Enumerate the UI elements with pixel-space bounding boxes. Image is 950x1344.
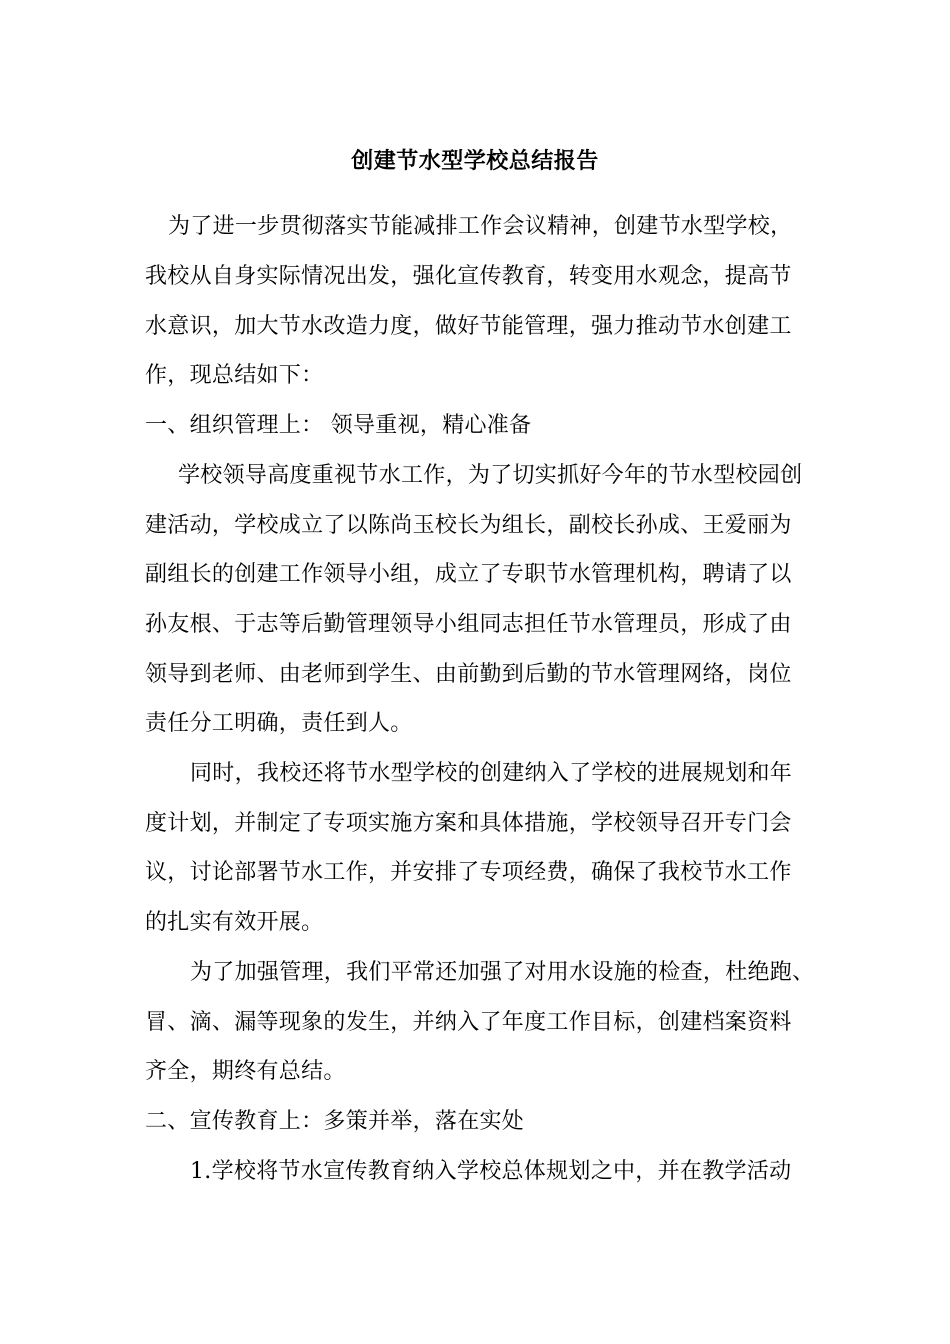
paragraph-line: 度计划，并制定了专项实施方案和具体措施，学校领导召开专门会 bbox=[145, 811, 792, 836]
paragraph-line: 的扎实有效开展。 bbox=[145, 910, 324, 935]
paragraph-line: 为了进一步贯彻落实节能减排工作会议精神，创建节水型学校， bbox=[168, 214, 793, 239]
section-heading: 二、宣传教育上：多策并举，落在实处 bbox=[145, 1109, 525, 1134]
paragraph-line: 副组长的创建工作领导小组，成立了专职节水管理机构，聘请了以 bbox=[145, 562, 792, 587]
paragraph-line: 建活动，学校成立了以陈尚玉校长为组长，副校长孙成、王爱丽为 bbox=[145, 513, 792, 538]
document-title: 创建节水型学校总结报告 bbox=[351, 149, 599, 174]
paragraph-line: 议，讨论部署节水工作，并安排了专项经费，确保了我校节水工作 bbox=[145, 860, 792, 885]
section-heading: 一、组织管理上： 领导重视，精心准备 bbox=[145, 413, 532, 438]
paragraph-line: 领导到老师、由老师到学生、由前勤到后勤的节水管理网络，岗位 bbox=[145, 662, 792, 687]
paragraph-line: 孙友根、于志等后勤管理领导小组同志担任节水管理员，形成了由 bbox=[145, 612, 792, 637]
paragraph-line: 作，现总结如下： bbox=[145, 363, 324, 388]
paragraph-line: 为了加强管理，我们平常还加强了对用水设施的检查，杜绝跑、 bbox=[190, 960, 815, 985]
paragraph-line: 水意识，加大节水改造力度，做好节能管理，强力推动节水创建工 bbox=[145, 314, 792, 339]
paragraph-line: 学校领导高度重视节水工作，为了切实抓好今年的节水型校园创 bbox=[178, 463, 803, 488]
paragraph-line: 同时，我校还将节水型学校的创建纳入了学校的进展规划和年 bbox=[190, 761, 793, 786]
paragraph-line: 冒、滴、漏等现象的发生，并纳入了年度工作目标，创建档案资料 bbox=[145, 1010, 792, 1035]
paragraph-line: 齐全，期终有总结。 bbox=[145, 1059, 346, 1084]
paragraph-line: 1.学校将节水宣传教育纳入学校总体规划之中，并在教学活动 bbox=[190, 1159, 792, 1184]
paragraph-line: 责任分工明确，责任到人。 bbox=[145, 711, 413, 736]
paragraph-line: 我校从自身实际情况出发，强化宣传教育，转变用水观念，提高节 bbox=[145, 264, 792, 289]
